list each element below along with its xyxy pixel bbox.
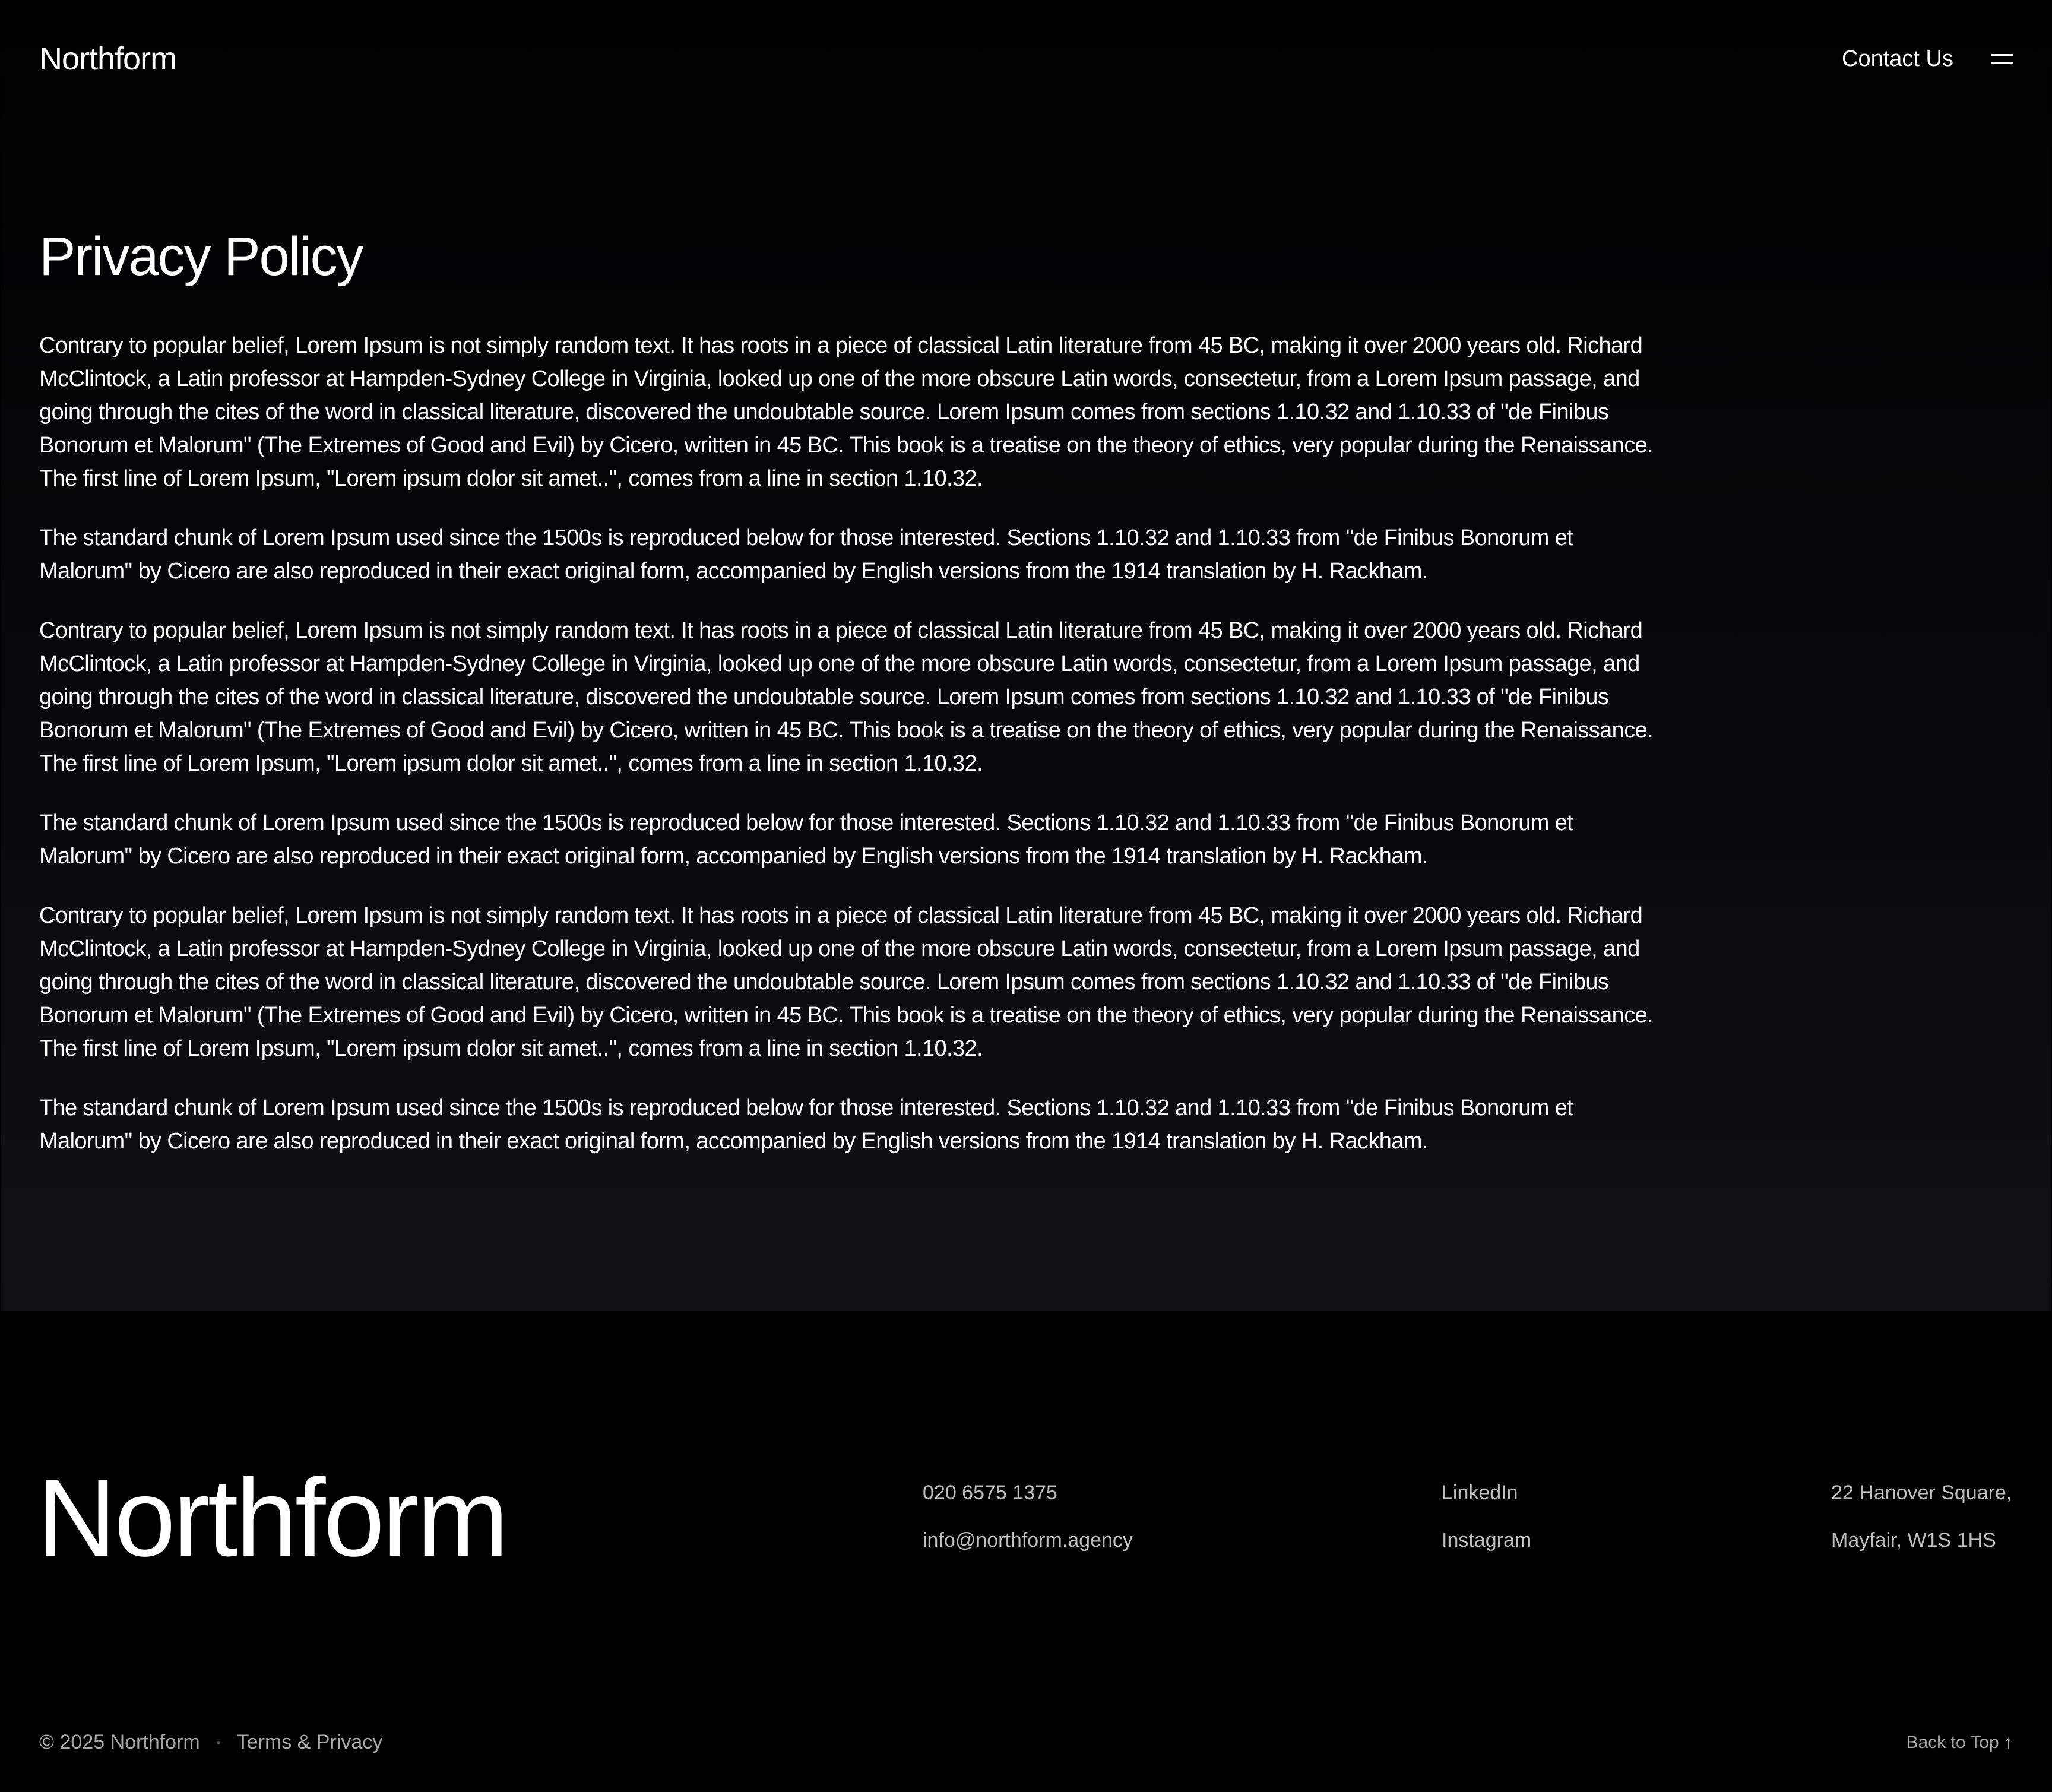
legal-links bbox=[39, 1731, 382, 1754]
policy-paragraph: The standard chunk of Lorem Ipsum used since the 1500s is reproduced below for those interested. Sections 1.10.32 and 1.10.33 from "de Finibus Bonorum et Malorum" by Cicero are also reproduced in their exact original form, accompanied by English versions from the 1914 translation by H. Rackham. bbox=[39, 525, 1573, 584]
site-header bbox=[39, 38, 2013, 80]
contact-us-link[interactable]: Contact Us bbox=[1842, 46, 1953, 71]
footer-social-column bbox=[1442, 1481, 1531, 1552]
content-section bbox=[1, 1, 2051, 1311]
instagram-link[interactable]: Instagram bbox=[1442, 1529, 1532, 1552]
hamburger-line-top bbox=[1991, 54, 2013, 56]
copyright-text: © 2025 Northform bbox=[39, 1731, 200, 1753]
footer-address-column bbox=[1831, 1481, 2012, 1552]
footer-bottom-bar bbox=[39, 1731, 2013, 1754]
phone-link[interactable]: 020 6575 1375 bbox=[923, 1481, 1057, 1504]
header-logo[interactable]: Northform bbox=[39, 41, 177, 77]
address-line-1: 22 Hanover Square, bbox=[1831, 1481, 2012, 1504]
policy-paragraph: Contrary to popular belief, Lorem Ipsum is not simply random text. It has roots in a piece of classical Latin literature from 45 BC, making it over 2000 years old. Richard McClintock, a Latin professor at Hampden-Sydney College in Virginia, looked up one of the more obscure Latin words, consectetur, from a Lorem Ipsum passage, and going through the cites of the word in classical literature, discovered the undoubtable source. Lorem Ipsum comes from sections 1.10.32 and 1.10.33 of "de Finibus Bonorum et Malorum" (The Extremes of Good and Evil) by Cicero, written in 45 BC. This book is a treatise on the theory of ethics, very popular during the Renaissance. The first line of Lorem Ipsum, "Lorem ipsum dolor sit amet..", comes from a line in section 1.10.32. bbox=[39, 333, 1654, 491]
page-frame bbox=[1, 1, 2051, 1790]
header-nav bbox=[1842, 46, 2013, 72]
hamburger-line-bottom bbox=[1991, 62, 2013, 64]
email-link[interactable]: info@northform.agency bbox=[923, 1529, 1133, 1552]
footer-logo: Northform bbox=[37, 1457, 506, 1579]
hamburger-icon[interactable] bbox=[1991, 52, 2013, 65]
back-to-top-link[interactable]: Back to Top ↑ bbox=[1906, 1732, 2013, 1752]
policy-body bbox=[39, 329, 1654, 1184]
footer-contact-column bbox=[923, 1481, 1133, 1552]
separator-dot bbox=[217, 1741, 220, 1744]
linkedin-link[interactable]: LinkedIn bbox=[1442, 1481, 1518, 1504]
page-title: Privacy Policy bbox=[39, 226, 363, 287]
site-footer bbox=[1, 1311, 2051, 1790]
policy-paragraph: Contrary to popular belief, Lorem Ipsum is not simply random text. It has roots in a piece of classical Latin literature from 45 BC, making it over 2000 years old. Richard McClintock, a Latin professor at Hampden-Sydney College in Virginia, looked up one of the more obscure Latin words, consectetur, from a Lorem Ipsum passage, and going through the cites of the word in classical literature, discovered the undoubtable source. Lorem Ipsum comes from sections 1.10.32 and 1.10.33 of "de Finibus Bonorum et Malorum" (The Extremes of Good and Evil) by Cicero, written in 45 BC. This book is a treatise on the theory of ethics, very popular during the Renaissance. The first line of Lorem Ipsum, "Lorem ipsum dolor sit amet..", comes from a line in section 1.10.32. bbox=[39, 903, 1654, 1061]
policy-paragraph: Contrary to popular belief, Lorem Ipsum is not simply random text. It has roots in a piece of classical Latin literature from 45 BC, making it over 2000 years old. Richard McClintock, a Latin professor at Hampden-Sydney College in Virginia, looked up one of the more obscure Latin words, consectetur, from a Lorem Ipsum passage, and going through the cites of the word in classical literature, discovered the undoubtable source. Lorem Ipsum comes from sections 1.10.32 and 1.10.33 of "de Finibus Bonorum et Malorum" (The Extremes of Good and Evil) by Cicero, written in 45 BC. This book is a treatise on the theory of ethics, very popular during the Renaissance. The first line of Lorem Ipsum, "Lorem ipsum dolor sit amet..", comes from a line in section 1.10.32. bbox=[39, 618, 1654, 776]
terms-privacy-link[interactable]: Terms & Privacy bbox=[236, 1731, 383, 1753]
address-line-2: Mayfair, W1S 1HS bbox=[1831, 1529, 1996, 1552]
policy-paragraph: The standard chunk of Lorem Ipsum used since the 1500s is reproduced below for those interested. Sections 1.10.32 and 1.10.33 from "de Finibus Bonorum et Malorum" by Cicero are also reproduced in their exact original form, accompanied by English versions from the 1914 translation by H. Rackham. bbox=[39, 1096, 1573, 1154]
policy-paragraph: The standard chunk of Lorem Ipsum used since the 1500s is reproduced below for those interested. Sections 1.10.32 and 1.10.33 from "de Finibus Bonorum et Malorum" by Cicero are also reproduced in their exact original form, accompanied by English versions from the 1914 translation by H. Rackham. bbox=[39, 810, 1573, 869]
